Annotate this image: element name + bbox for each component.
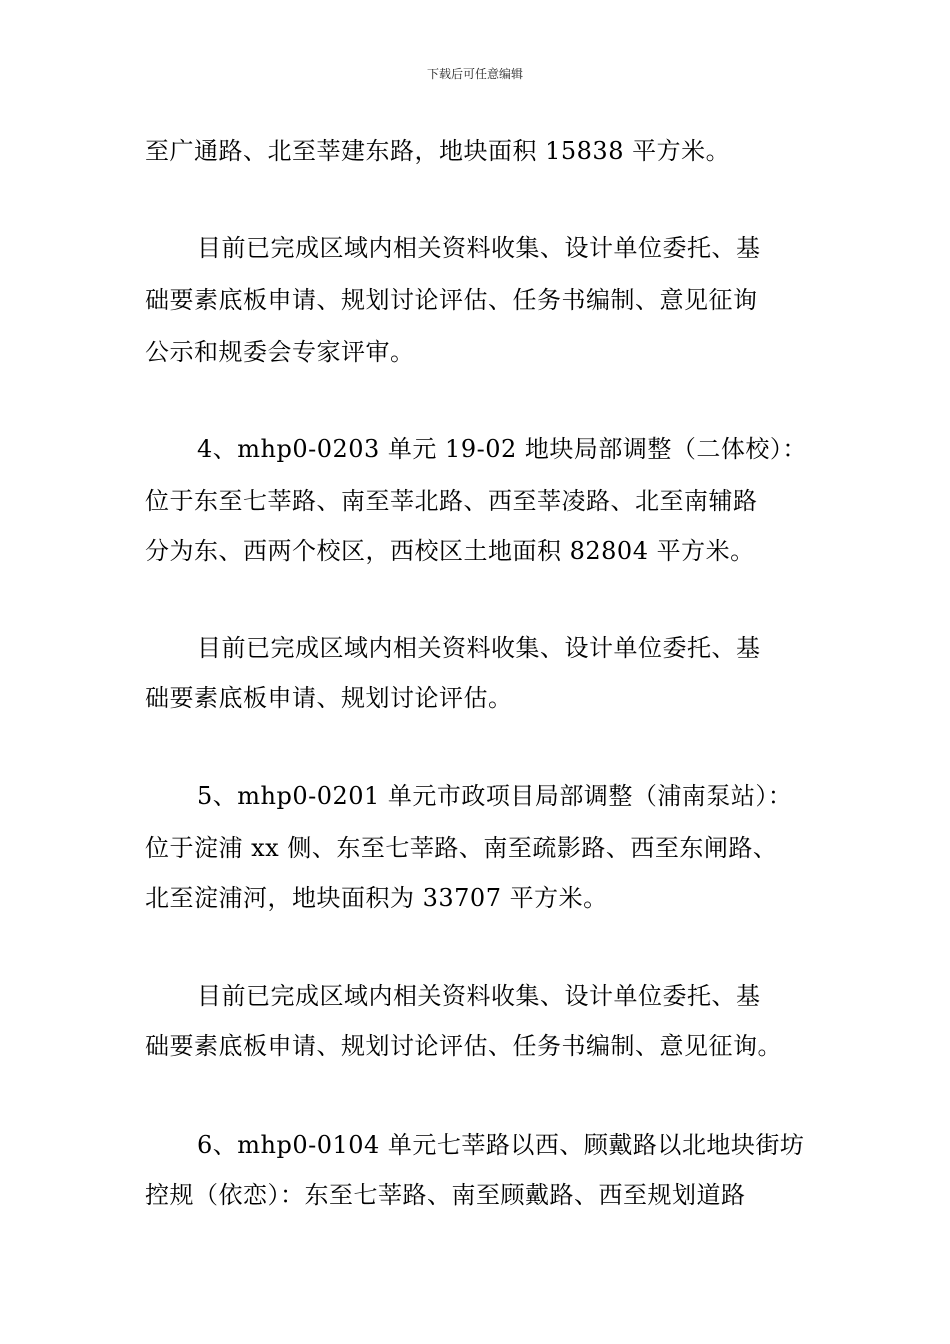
paragraph-line: 础要素底板申请、规划讨论评估、任务书编制、意见征询。 [145, 1032, 782, 1060]
paragraph-line: 公示和规委会专家评审。 [145, 338, 415, 366]
paragraph-line: 6、mhp0-0104 单元七莘路以西、顾戴路以北地块街坊 [197, 1131, 805, 1159]
paragraph-line: 础要素底板申请、规划讨论评估、任务书编制、意见征询 [145, 286, 758, 314]
paragraph-line: 控规（依恋）：东至七莘路、南至顾戴路、西至规划道路 [145, 1181, 746, 1209]
paragraph-line: 目前已完成区域内相关资料收集、设计单位委托、基 [197, 634, 761, 662]
paragraph-line: 4、mhp0-0203 单元 19-02 地块局部调整（二体校）： [197, 435, 807, 463]
paragraph-line: 至广通路、北至莘建东路，地块面积 15838 平方米。 [145, 137, 731, 165]
paragraph-line: 北至淀浦河，地块面积为 33707 平方米。 [145, 884, 608, 912]
paragraph-line: 分为东、西两个校区，西校区土地面积 82804 平方米。 [145, 537, 755, 565]
page-header: 下载后可任意编辑 [426, 67, 523, 81]
paragraph-line: 础要素底板申请、规划讨论评估。 [145, 684, 513, 712]
paragraph-line: 目前已完成区域内相关资料收集、设计单位委托、基 [197, 982, 761, 1010]
paragraph-line: 位于淀浦 xx 侧、东至七莘路、南至疏影路、西至东闸路、 [145, 834, 778, 862]
paragraph-line: 位于东至七莘路、南至莘北路、西至莘凌路、北至南辅路 [145, 487, 758, 515]
paragraph-line: 目前已完成区域内相关资料收集、设计单位委托、基 [197, 234, 761, 262]
paragraph-line: 5、mhp0-0201 单元市政项目局部调整（浦南泵站）： [197, 782, 793, 810]
